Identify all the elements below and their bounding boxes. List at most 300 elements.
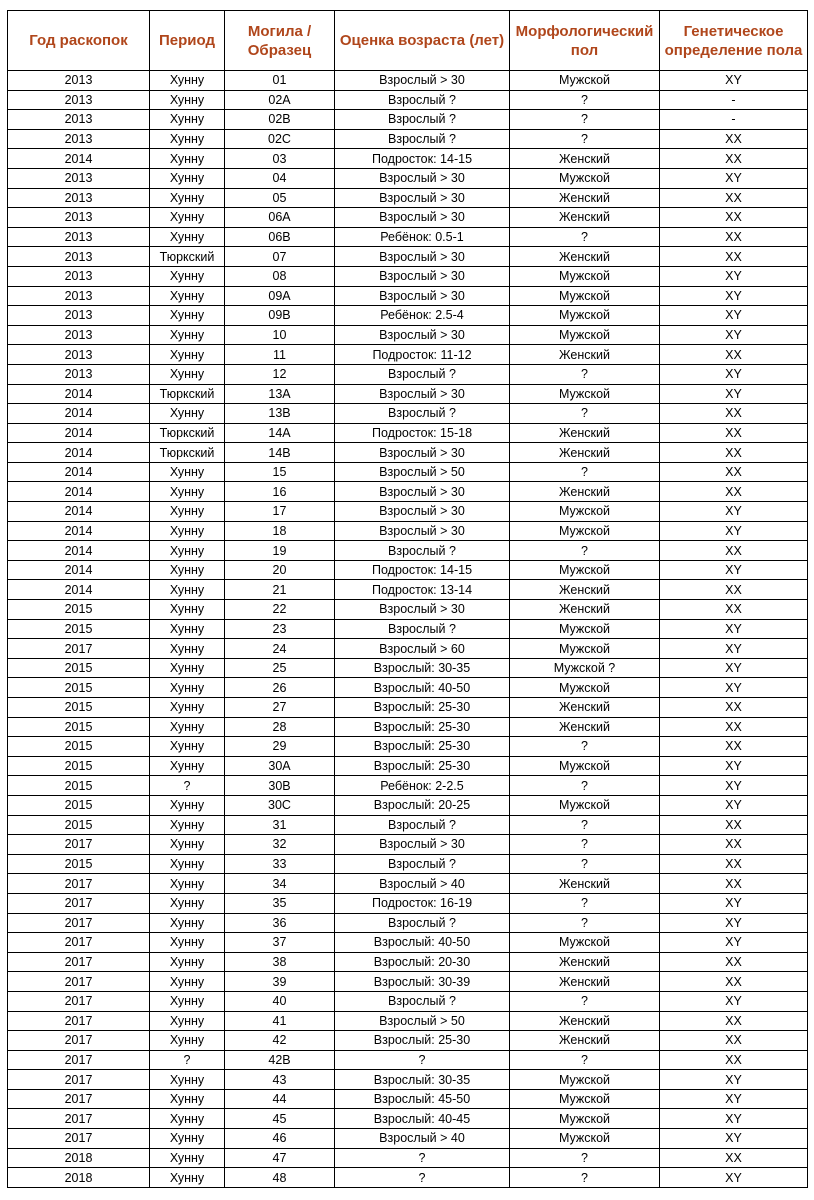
table-row <box>8 247 808 267</box>
cell-year: 2017 <box>8 972 150 992</box>
table-row <box>8 286 808 306</box>
cell-period: Хунну <box>150 717 225 737</box>
cell-year: 2013 <box>8 325 150 345</box>
cell-morph-sex: ? <box>510 129 660 149</box>
cell-year: 2018 <box>8 1168 150 1188</box>
header-genetic-sex: Генетическое определение пола <box>660 11 808 71</box>
cell-genetic-sex: XX <box>660 580 808 600</box>
cell-period: Хунну <box>150 541 225 561</box>
cell-period: Хунну <box>150 913 225 933</box>
cell-period: Тюркский <box>150 247 225 267</box>
cell-age: Взрослый > 30 <box>335 502 510 522</box>
cell-genetic-sex: XX <box>660 129 808 149</box>
cell-year: 2013 <box>8 129 150 149</box>
cell-year: 2014 <box>8 384 150 404</box>
cell-period: Хунну <box>150 756 225 776</box>
table-row <box>8 404 808 424</box>
cell-period: Хунну <box>150 619 225 639</box>
cell-year: 2017 <box>8 835 150 855</box>
cell-age: Взрослый ? <box>335 129 510 149</box>
cell-year: 2013 <box>8 286 150 306</box>
cell-age: Подросток: 15-18 <box>335 423 510 443</box>
table-row <box>8 110 808 130</box>
cell-morph-sex: ? <box>510 893 660 913</box>
cell-sample: 07 <box>225 247 335 267</box>
cell-age: Взрослый ? <box>335 90 510 110</box>
cell-age: Взрослый ? <box>335 913 510 933</box>
cell-morph-sex: Мужской <box>510 619 660 639</box>
cell-year: 2014 <box>8 580 150 600</box>
cell-morph-sex: Мужской <box>510 502 660 522</box>
table-row <box>8 835 808 855</box>
cell-year: 2015 <box>8 600 150 620</box>
cell-morph-sex: ? <box>510 737 660 757</box>
cell-genetic-sex: XX <box>660 227 808 247</box>
cell-year: 2015 <box>8 756 150 776</box>
table-row <box>8 639 808 659</box>
cell-age: Взрослый > 30 <box>335 286 510 306</box>
cell-morph-sex: Женский <box>510 208 660 228</box>
cell-morph-sex: ? <box>510 1168 660 1188</box>
cell-period: Хунну <box>150 129 225 149</box>
cell-year: 2017 <box>8 1011 150 1031</box>
cell-genetic-sex: XY <box>660 1109 808 1129</box>
table-row <box>8 619 808 639</box>
cell-genetic-sex: XX <box>660 443 808 463</box>
cell-age: Взрослый > 30 <box>335 600 510 620</box>
cell-age: Взрослый: 30-39 <box>335 972 510 992</box>
table-row <box>8 502 808 522</box>
cell-genetic-sex: XX <box>660 423 808 443</box>
table-row <box>8 560 808 580</box>
table-row <box>8 462 808 482</box>
cell-period: Хунну <box>150 698 225 718</box>
cell-morph-sex: Женский <box>510 482 660 502</box>
cell-morph-sex: ? <box>510 90 660 110</box>
cell-morph-sex: Мужской <box>510 325 660 345</box>
cell-sample: 02C <box>225 129 335 149</box>
cell-period: Хунну <box>150 991 225 1011</box>
cell-year: 2017 <box>8 933 150 953</box>
cell-year: 2017 <box>8 893 150 913</box>
cell-genetic-sex: XX <box>660 952 808 972</box>
table-row <box>8 149 808 169</box>
table-row <box>8 1089 808 1109</box>
cell-genetic-sex: XX <box>660 1011 808 1031</box>
cell-genetic-sex: - <box>660 110 808 130</box>
cell-period: Тюркский <box>150 443 225 463</box>
cell-year: 2017 <box>8 952 150 972</box>
cell-age: Ребёнок: 0.5-1 <box>335 227 510 247</box>
cell-sample: 14A <box>225 423 335 443</box>
cell-sample: 42B <box>225 1050 335 1070</box>
cell-period: ? <box>150 1050 225 1070</box>
cell-genetic-sex: XX <box>660 717 808 737</box>
cell-sample: 42 <box>225 1031 335 1051</box>
cell-period: Хунну <box>150 600 225 620</box>
cell-period: Хунну <box>150 1109 225 1129</box>
cell-morph-sex: Мужской <box>510 306 660 326</box>
table-row <box>8 1070 808 1090</box>
cell-genetic-sex: XX <box>660 188 808 208</box>
table-row <box>8 1109 808 1129</box>
cell-year: 2017 <box>8 1050 150 1070</box>
cell-sample: 33 <box>225 854 335 874</box>
cell-morph-sex: ? <box>510 364 660 384</box>
cell-period: Хунну <box>150 560 225 580</box>
table-row <box>8 423 808 443</box>
cell-age: Взрослый: 45-50 <box>335 1089 510 1109</box>
cell-morph-sex: ? <box>510 835 660 855</box>
cell-age: Взрослый > 30 <box>335 835 510 855</box>
cell-age: Взрослый: 25-30 <box>335 1031 510 1051</box>
cell-period: Хунну <box>150 795 225 815</box>
cell-sample: 10 <box>225 325 335 345</box>
cell-sample: 39 <box>225 972 335 992</box>
cell-year: 2014 <box>8 541 150 561</box>
cell-genetic-sex: XY <box>660 1129 808 1149</box>
cell-morph-sex: ? <box>510 541 660 561</box>
cell-year: 2013 <box>8 110 150 130</box>
cell-genetic-sex: XX <box>660 482 808 502</box>
cell-genetic-sex: XX <box>660 208 808 228</box>
cell-sample: 30A <box>225 756 335 776</box>
cell-sample: 46 <box>225 1129 335 1149</box>
cell-age: Взрослый ? <box>335 619 510 639</box>
document-page <box>7 10 808 1188</box>
cell-year: 2017 <box>8 991 150 1011</box>
cell-age: Ребёнок: 2.5-4 <box>335 306 510 326</box>
cell-morph-sex: ? <box>510 776 660 796</box>
cell-genetic-sex: XX <box>660 247 808 267</box>
cell-sample: 45 <box>225 1109 335 1129</box>
cell-genetic-sex: XY <box>660 286 808 306</box>
cell-morph-sex: Мужской <box>510 384 660 404</box>
cell-morph-sex: Мужской <box>510 286 660 306</box>
cell-sample: 13B <box>225 404 335 424</box>
cell-sample: 16 <box>225 482 335 502</box>
cell-year: 2013 <box>8 168 150 188</box>
cell-year: 2014 <box>8 560 150 580</box>
cell-year: 2017 <box>8 1129 150 1149</box>
cell-year: 2014 <box>8 521 150 541</box>
table-row <box>8 306 808 326</box>
cell-sample: 31 <box>225 815 335 835</box>
table-row <box>8 698 808 718</box>
cell-period: Хунну <box>150 580 225 600</box>
cell-period: Хунну <box>150 972 225 992</box>
cell-sample: 34 <box>225 874 335 894</box>
table-row <box>8 933 808 953</box>
cell-genetic-sex: XY <box>660 521 808 541</box>
cell-morph-sex: Женский <box>510 580 660 600</box>
table-row <box>8 208 808 228</box>
cell-genetic-sex: XY <box>660 756 808 776</box>
cell-morph-sex: Женский <box>510 874 660 894</box>
cell-year: 2014 <box>8 149 150 169</box>
cell-sample: 41 <box>225 1011 335 1031</box>
cell-morph-sex: Женский <box>510 149 660 169</box>
cell-sample: 32 <box>225 835 335 855</box>
cell-morph-sex: Мужской <box>510 933 660 953</box>
table-row <box>8 188 808 208</box>
cell-period: Хунну <box>150 874 225 894</box>
table-row <box>8 893 808 913</box>
cell-sample: 18 <box>225 521 335 541</box>
cell-age: Взрослый > 30 <box>335 443 510 463</box>
cell-year: 2013 <box>8 208 150 228</box>
cell-sample: 03 <box>225 149 335 169</box>
cell-year: 2014 <box>8 443 150 463</box>
cell-period: Хунну <box>150 1129 225 1149</box>
cell-morph-sex: Женский <box>510 423 660 443</box>
cell-year: 2017 <box>8 639 150 659</box>
cell-period: Хунну <box>150 521 225 541</box>
table-body <box>8 71 808 1188</box>
cell-morph-sex: ? <box>510 1148 660 1168</box>
cell-year: 2015 <box>8 619 150 639</box>
cell-period: Хунну <box>150 345 225 365</box>
table-row <box>8 1050 808 1070</box>
cell-year: 2015 <box>8 737 150 757</box>
table-row <box>8 756 808 776</box>
cell-genetic-sex: XY <box>660 384 808 404</box>
cell-sample: 02A <box>225 90 335 110</box>
header-age-estimate: Оценка возраста (лет) <box>335 11 510 71</box>
table-row <box>8 129 808 149</box>
cell-age: Взрослый ? <box>335 404 510 424</box>
cell-year: 2018 <box>8 1148 150 1168</box>
cell-year: 2014 <box>8 404 150 424</box>
cell-age: Взрослый: 40-50 <box>335 678 510 698</box>
cell-age: Взрослый > 30 <box>335 325 510 345</box>
cell-period: Хунну <box>150 502 225 522</box>
table-header-row <box>8 11 808 71</box>
cell-age: Взрослый ? <box>335 364 510 384</box>
cell-genetic-sex: XX <box>660 972 808 992</box>
table-row <box>8 913 808 933</box>
cell-morph-sex: Женский <box>510 188 660 208</box>
cell-morph-sex: Мужской <box>510 756 660 776</box>
table-row <box>8 345 808 365</box>
cell-morph-sex: Мужской <box>510 1089 660 1109</box>
cell-morph-sex: Мужской <box>510 678 660 698</box>
cell-genetic-sex: XY <box>660 560 808 580</box>
header-morphological-sex: Морфологический пол <box>510 11 660 71</box>
cell-genetic-sex: XX <box>660 835 808 855</box>
cell-sample: 30B <box>225 776 335 796</box>
cell-year: 2013 <box>8 266 150 286</box>
header-excavation-year: Год раскопок <box>8 11 150 71</box>
cell-year: 2015 <box>8 658 150 678</box>
cell-genetic-sex: XX <box>660 737 808 757</box>
cell-sample: 11 <box>225 345 335 365</box>
cell-period: Хунну <box>150 208 225 228</box>
cell-morph-sex: Мужской <box>510 560 660 580</box>
cell-genetic-sex: XY <box>660 776 808 796</box>
cell-genetic-sex: XY <box>660 325 808 345</box>
cell-morph-sex: ? <box>510 854 660 874</box>
cell-genetic-sex: XY <box>660 1089 808 1109</box>
cell-morph-sex: ? <box>510 110 660 130</box>
cell-age: Подросток: 16-19 <box>335 893 510 913</box>
cell-genetic-sex: XY <box>660 658 808 678</box>
cell-sample: 28 <box>225 717 335 737</box>
cell-year: 2013 <box>8 364 150 384</box>
cell-period: Хунну <box>150 737 225 757</box>
cell-morph-sex: Мужской ? <box>510 658 660 678</box>
cell-age: Подросток: 14-15 <box>335 149 510 169</box>
table-row <box>8 325 808 345</box>
cell-period: Хунну <box>150 306 225 326</box>
cell-period: Хунну <box>150 188 225 208</box>
cell-morph-sex: Мужской <box>510 521 660 541</box>
cell-year: 2014 <box>8 462 150 482</box>
cell-age: Подросток: 14-15 <box>335 560 510 580</box>
table-row <box>8 1168 808 1188</box>
cell-sample: 30C <box>225 795 335 815</box>
table-row <box>8 266 808 286</box>
cell-sample: 17 <box>225 502 335 522</box>
table-row <box>8 678 808 698</box>
cell-age: Взрослый > 30 <box>335 188 510 208</box>
cell-age: Взрослый > 30 <box>335 384 510 404</box>
cell-period: Хунну <box>150 854 225 874</box>
table-row <box>8 541 808 561</box>
cell-year: 2014 <box>8 423 150 443</box>
cell-age: Взрослый > 30 <box>335 266 510 286</box>
cell-period: Хунну <box>150 1031 225 1051</box>
cell-year: 2017 <box>8 874 150 894</box>
cell-genetic-sex: XY <box>660 913 808 933</box>
cell-age: Подросток: 11-12 <box>335 345 510 365</box>
cell-genetic-sex: XY <box>660 502 808 522</box>
cell-morph-sex: Женский <box>510 717 660 737</box>
cell-morph-sex: Мужской <box>510 1129 660 1149</box>
cell-genetic-sex: XY <box>660 893 808 913</box>
cell-sample: 04 <box>225 168 335 188</box>
table-row <box>8 521 808 541</box>
cell-age: Взрослый: 20-25 <box>335 795 510 815</box>
table-row <box>8 168 808 188</box>
cell-period: Хунну <box>150 71 225 91</box>
cell-period: Хунну <box>150 90 225 110</box>
cell-morph-sex: Мужской <box>510 1070 660 1090</box>
cell-morph-sex: Женский <box>510 698 660 718</box>
cell-period: Хунну <box>150 835 225 855</box>
cell-genetic-sex: XY <box>660 1070 808 1090</box>
cell-year: 2015 <box>8 815 150 835</box>
table-row <box>8 815 808 835</box>
cell-period: Хунну <box>150 1089 225 1109</box>
table-row <box>8 795 808 815</box>
cell-morph-sex: Женский <box>510 972 660 992</box>
cell-morph-sex: Мужской <box>510 795 660 815</box>
cell-morph-sex: ? <box>510 991 660 1011</box>
table-row <box>8 717 808 737</box>
cell-year: 2013 <box>8 227 150 247</box>
cell-genetic-sex: XY <box>660 933 808 953</box>
cell-genetic-sex: XY <box>660 168 808 188</box>
cell-year: 2017 <box>8 1089 150 1109</box>
cell-period: Хунну <box>150 168 225 188</box>
sex-determination-table <box>7 10 808 1188</box>
cell-period: Хунну <box>150 286 225 306</box>
cell-period: Тюркский <box>150 384 225 404</box>
cell-age: Взрослый: 25-30 <box>335 717 510 737</box>
cell-genetic-sex: XX <box>660 600 808 620</box>
cell-sample: 06A <box>225 208 335 228</box>
cell-sample: 09A <box>225 286 335 306</box>
cell-age: ? <box>335 1148 510 1168</box>
cell-period: Хунну <box>150 1148 225 1168</box>
cell-age: Взрослый > 30 <box>335 247 510 267</box>
cell-morph-sex: Женский <box>510 600 660 620</box>
cell-period: Хунну <box>150 482 225 502</box>
cell-period: Тюркский <box>150 423 225 443</box>
cell-morph-sex: ? <box>510 815 660 835</box>
cell-morph-sex: Женский <box>510 1011 660 1031</box>
cell-year: 2013 <box>8 90 150 110</box>
cell-sample: 35 <box>225 893 335 913</box>
cell-genetic-sex: XX <box>660 1031 808 1051</box>
table-row <box>8 384 808 404</box>
cell-genetic-sex: XX <box>660 404 808 424</box>
table-row <box>8 1148 808 1168</box>
cell-genetic-sex: XX <box>660 698 808 718</box>
cell-year: 2015 <box>8 717 150 737</box>
cell-age: Взрослый ? <box>335 991 510 1011</box>
table-row <box>8 580 808 600</box>
cell-period: Хунну <box>150 325 225 345</box>
cell-sample: 05 <box>225 188 335 208</box>
cell-year: 2017 <box>8 913 150 933</box>
cell-genetic-sex: XY <box>660 619 808 639</box>
cell-period: Хунну <box>150 1070 225 1090</box>
cell-sample: 23 <box>225 619 335 639</box>
cell-age: Взрослый ? <box>335 110 510 130</box>
header-period: Период <box>150 11 225 71</box>
cell-sample: 37 <box>225 933 335 953</box>
cell-sample: 43 <box>225 1070 335 1090</box>
table-row <box>8 776 808 796</box>
cell-sample: 40 <box>225 991 335 1011</box>
cell-period: Хунну <box>150 1168 225 1188</box>
cell-sample: 36 <box>225 913 335 933</box>
table-row <box>8 90 808 110</box>
cell-age: Взрослый: 40-45 <box>335 1109 510 1129</box>
table-row <box>8 1011 808 1031</box>
cell-year: 2013 <box>8 71 150 91</box>
cell-age: Ребёнок: 2-2.5 <box>335 776 510 796</box>
cell-morph-sex: ? <box>510 1050 660 1070</box>
cell-age: Подросток: 13-14 <box>335 580 510 600</box>
cell-age: Взрослый: 20-30 <box>335 952 510 972</box>
cell-morph-sex: ? <box>510 404 660 424</box>
cell-morph-sex: Мужской <box>510 266 660 286</box>
cell-year: 2013 <box>8 345 150 365</box>
cell-year: 2015 <box>8 795 150 815</box>
cell-period: Хунну <box>150 952 225 972</box>
cell-age: Взрослый: 25-30 <box>335 698 510 718</box>
cell-sample: 29 <box>225 737 335 757</box>
cell-age: ? <box>335 1168 510 1188</box>
cell-genetic-sex: XY <box>660 306 808 326</box>
cell-genetic-sex: XX <box>660 815 808 835</box>
cell-sample: 25 <box>225 658 335 678</box>
cell-sample: 26 <box>225 678 335 698</box>
table-row <box>8 71 808 91</box>
